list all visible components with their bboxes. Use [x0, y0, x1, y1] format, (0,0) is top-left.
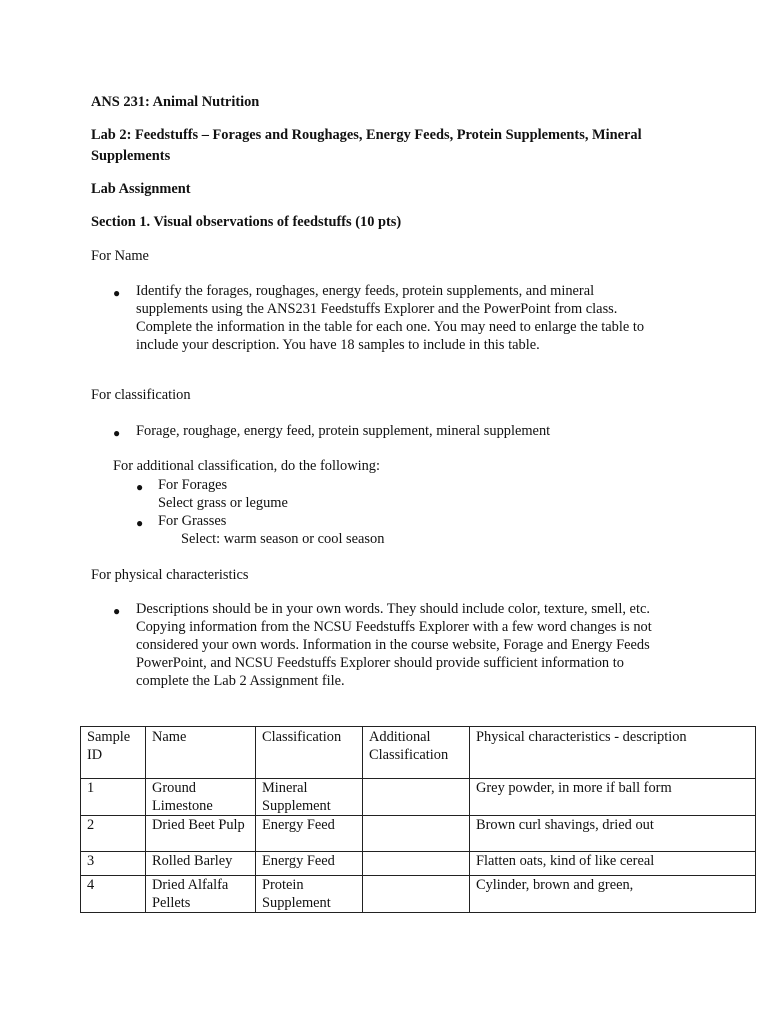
feedstuffs-table: [80, 726, 756, 913]
instruction-line: PowerPoint, and NCSU Feedstuffs Explorer should provide sufficient information to: [136, 655, 624, 671]
section-heading: Section 1. Visual observations of feedstuffs (10 pts): [91, 214, 402, 230]
forages-detail: Select grass or legume: [158, 495, 288, 511]
for-name-label: For Name: [91, 248, 149, 264]
instruction-line: Descriptions should be in your own words. They should include color, texture, smell, etc.: [136, 601, 650, 617]
course-title: ANS 231: Animal Nutrition: [91, 94, 260, 110]
instruction-line: considered your own words. Information in the course website, Forage and Energy Feeds: [136, 637, 650, 653]
for-name-instructions: [136, 282, 644, 354]
cell-sample-id[interactable]: 4: [81, 876, 146, 913]
header-sample-id: Sample ID: [81, 727, 146, 779]
table-header-row: [81, 727, 756, 779]
classification-options: Forage, roughage, energy feed, protein supplement, mineral supplement: [136, 423, 551, 439]
instruction-line: Identify the forages, roughages, energy feeds, protein supplements, and mineral: [136, 283, 595, 299]
instruction-line: Complete the information in the table for each one. You may need to enlarge the table to: [136, 319, 645, 335]
cell-additional-classification[interactable]: [363, 816, 470, 852]
lab-title-line-1: Lab 2: Feedstuffs – Forages and Roughages, Energy Feeds, Protein Supplements, Mineral: [91, 127, 642, 143]
bullet-icon: ●: [113, 426, 121, 440]
bullet-icon: ●: [136, 516, 144, 530]
header-classification: Classification: [256, 727, 363, 779]
cell-sample-id[interactable]: 3: [81, 852, 146, 876]
table-row: [81, 779, 756, 816]
lab-title-line-2: Supplements: [91, 148, 171, 164]
cell-physical-description[interactable]: Cylinder, brown and green,: [470, 876, 756, 913]
cell-physical-description[interactable]: Flatten oats, kind of like cereal: [470, 852, 756, 876]
cell-classification[interactable]: Energy Feed: [256, 816, 363, 852]
assignment-heading: Lab Assignment: [91, 181, 191, 197]
cell-sample-id[interactable]: 2: [81, 816, 146, 852]
cell-classification[interactable]: Energy Feed: [256, 852, 363, 876]
cell-name[interactable]: Dried Alfalfa Pellets: [146, 876, 256, 913]
cell-classification[interactable]: Protein Supplement: [256, 876, 363, 913]
cell-sample-id[interactable]: 1: [81, 779, 146, 816]
cell-additional-classification[interactable]: [363, 779, 470, 816]
cell-additional-classification[interactable]: [363, 852, 470, 876]
cell-name[interactable]: Dried Beet Pulp: [146, 816, 256, 852]
header-additional-classification: Additional Classification: [363, 727, 470, 779]
instruction-line: supplements using the ANS231 Feedstuffs Explorer and the PowerPoint from class.: [136, 301, 618, 317]
cell-name[interactable]: Rolled Barley: [146, 852, 256, 876]
cell-physical-description[interactable]: Grey powder, in more if ball form: [470, 779, 756, 816]
table-row: [81, 876, 756, 913]
for-physical-label: For physical characteristics: [91, 567, 249, 583]
for-classification-label: For classification: [91, 387, 191, 403]
bullet-icon: ●: [113, 286, 121, 300]
grasses-label: For Grasses: [158, 513, 227, 529]
cell-physical-description[interactable]: Brown curl shavings, dried out: [470, 816, 756, 852]
header-name: Name: [146, 727, 256, 779]
physical-instructions: [136, 600, 652, 690]
grasses-detail: Select: warm season or cool season: [181, 531, 385, 547]
additional-classification-intro: For additional classification, do the following:: [113, 458, 380, 474]
header-physical-description: Physical characteristics - description: [470, 727, 756, 779]
instruction-line: complete the Lab 2 Assignment file.: [136, 673, 345, 689]
bullet-icon: ●: [136, 480, 144, 494]
cell-classification[interactable]: Mineral Supplement: [256, 779, 363, 816]
instruction-line: include your description. You have 18 samples to include in this table.: [136, 337, 540, 353]
table-row: [81, 852, 756, 876]
table-row: [81, 816, 756, 852]
bullet-icon: ●: [113, 604, 121, 618]
instruction-line: Copying information from the NCSU Feedstuffs Explorer with a few word changes is not: [136, 619, 652, 635]
cell-name[interactable]: Ground Limestone: [146, 779, 256, 816]
cell-additional-classification[interactable]: [363, 876, 470, 913]
forages-label: For Forages: [158, 477, 228, 493]
